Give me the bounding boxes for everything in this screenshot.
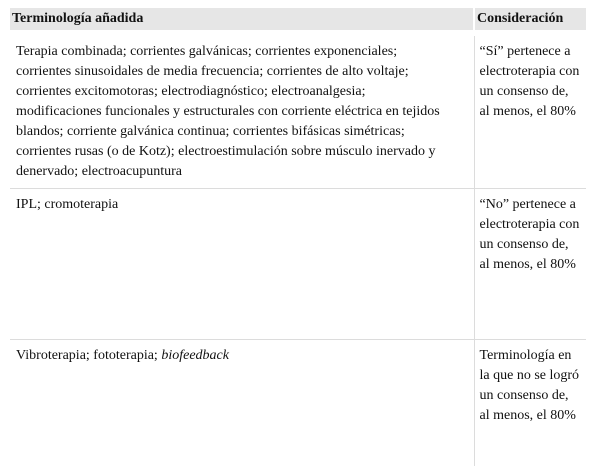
term-cell: IPL; cromoterapia (10, 189, 474, 340)
table-header-row (10, 8, 586, 30)
consideration-cell: “Sí” pertenece a electroterapia con un consenso de, al menos, el 80% (474, 36, 586, 189)
header-consideration: Consideración (474, 8, 586, 30)
term-text: Vibroterapia; fototerapia; (16, 348, 162, 363)
table-row (10, 189, 586, 340)
term-text-italic: biofeedback (161, 348, 229, 363)
table-row (10, 36, 586, 189)
table-row (10, 340, 586, 467)
consideration-cell: “No” pertenece a electroterapia con un consenso de, al menos, el 80% (474, 189, 586, 340)
terminology-table (10, 8, 586, 466)
header-terminology: Terminología añadida (10, 8, 474, 30)
term-cell (10, 340, 474, 467)
consideration-cell: Terminología en la que no se logró un consenso de, al menos, el 80% (479, 348, 580, 423)
term-cell: Terapia combinada; corrientes galvánicas; corrientes exponenciales; corrientes sinusoidales de media frecuencia; corrientes de alto voltaje; corrientes excitomotoras; electrodiagnóstico; electroanalgesia; modificaciones funcionales y estructurales con corriente eléctrica en tejidos blandos; corriente galvánica continua; corrientes bifásicas simétricas; corrientes rusas (o de Kotz); electroestimulación sobre músculo inervado y denervado; electroacupuntura (10, 36, 474, 189)
